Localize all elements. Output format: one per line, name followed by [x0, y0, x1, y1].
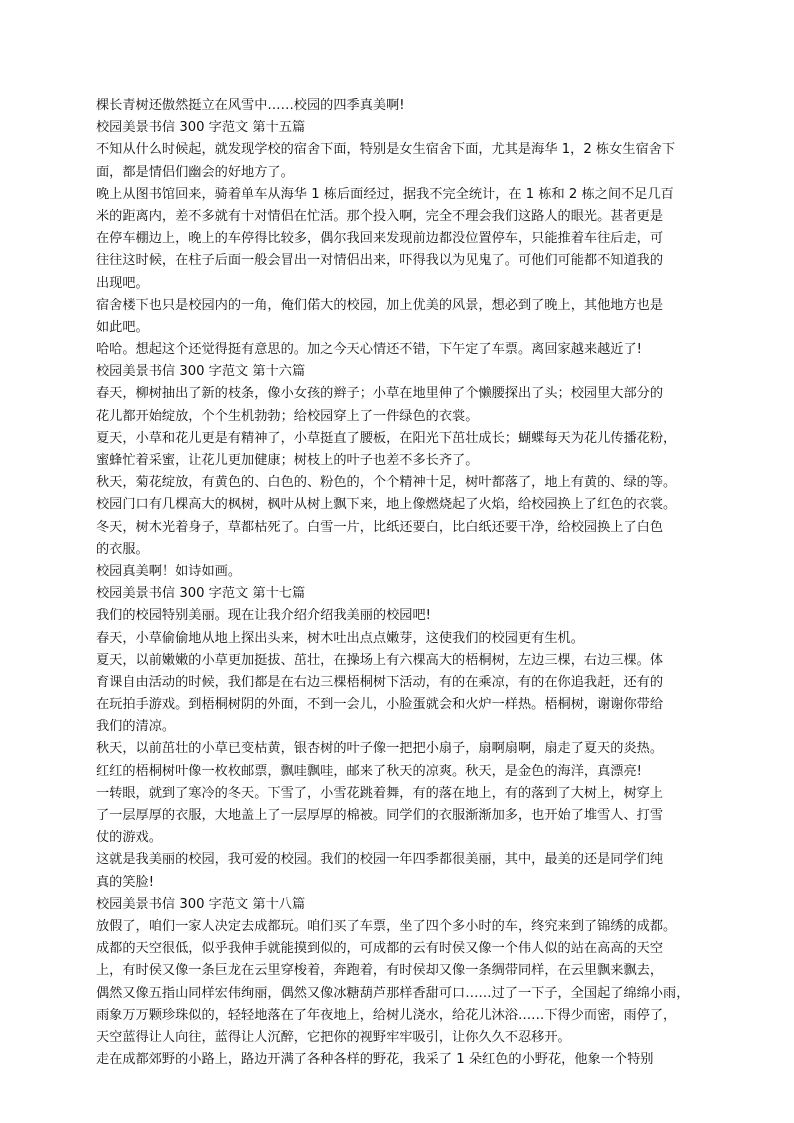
- text-line: 出现吧。: [96, 275, 149, 291]
- text-line: 哈哈。想起这个还觉得挺有意思的。加之今天心情还不错，下午定了车票。离回家越来越近了!: [96, 342, 642, 358]
- text-line: 校园门口有几棵高大的枫树，枫叶从树上飘下来，地上像燃烧起了火焰，给校园换上了红色的衣裳。: [96, 497, 677, 513]
- text-line: 校园真美啊！如诗如画。: [96, 563, 242, 579]
- section-heading-18: 校园美景书信 300 字范文 第十八篇: [96, 896, 306, 912]
- text-line: 天空蓝得让人向往，蓝得让人沉醉，它把你的视野牢牢吸引，让你久久不忍移开。: [96, 1029, 571, 1045]
- text-line: 冬天，树木光着身子，草都枯死了。白雪一片，比纸还要白，比白纸还要干净，给校园换上了白色: [96, 519, 664, 535]
- text-line: 真的笑脸!: [96, 874, 155, 890]
- text-line: 棵长青树还傲然挺立在风雪中……校园的四季真美啊!: [96, 98, 405, 113]
- text-line: 秋天，以前茁壮的小草已变枯黄，银杏树的叶子像一把把小扇子，扇啊扇啊，扇走了夏天的炎热。: [96, 741, 664, 757]
- text-line: 往往这时候，在柱子后面一般会冒出一对情侣出来，吓得我以为见鬼了。可他们可能都不知道我的: [96, 253, 664, 269]
- text-line: 夏天，以前嫩嫩的小草更加挺拔、茁壮，在操场上有六棵高大的梧桐树，左边三棵，右边三棵。体: [96, 652, 664, 668]
- text-line: 走在成都郊野的小路上，路边开满了各种各样的野花，我采了 1 朵红色的小野花，他象一个特别: [96, 1052, 654, 1068]
- document-body: [96, 95, 702, 1071]
- section-heading-17: 校园美景书信 300 字范文 第十七篇: [96, 586, 306, 602]
- text-line: 红红的梧桐树叶像一枚枚邮票，飘哇飘哇，邮来了秋天的凉爽。秋天，是金色的海洋，真漂亮!: [96, 763, 642, 779]
- text-line: 花儿都开始绽放，个个生机勃勃；给校园穿上了一件绿色的衣裳。: [96, 408, 479, 424]
- text-line: 我们的校园特别美丽。现在让我介绍介绍我美丽的校园吧!: [96, 608, 431, 624]
- text-line: 宿舍楼下也只是校园内的一角，俺们偌大的校园，加上优美的风景，想必到了晚上，其他地方也是: [96, 297, 664, 313]
- text-line: 的衣服。: [96, 541, 149, 557]
- text-line: 面，都是情侣们幽会的好地方了。: [96, 164, 294, 180]
- text-line: 偶然又像五指山同样宏伟绚丽，偶然又像冰糖葫芦那样香甜可口……过了一下子，全国起了绵绵小雨，: [96, 985, 690, 1001]
- text-line: 放假了，咱们一家人决定去成都玩。咱们买了车票，坐了四个多小时的车，终究来到了锦绣的成都。: [96, 918, 677, 934]
- section-heading-15: 校园美景书信 300 字范文 第十五篇: [96, 120, 306, 136]
- text-line: 春天，柳树抽出了新的枝条，像小女孩的辫子；小草在地里伸了个懒腰探出了头；校园里大部分的: [96, 386, 664, 402]
- text-line: 秋天，菊花绽放，有黄色的、白色的、粉色的，个个精神十足，树叶都落了，地上有黄的、绿的等。: [96, 475, 677, 491]
- text-line: 不知从什么时候起，就发现学校的宿舍下面，特别是女生宿舍下面，尤其是海华 1，2 栋女生宿舍下: [96, 142, 676, 158]
- text-line: 成都的天空很低，似乎我伸手就能摸到似的，可成都的云有时侯又像一个伟人似的站在高高的天空: [96, 941, 664, 957]
- text-line: 育课自由活动的时候，我们都是在右边三棵梧桐树下活动，有的在乘凉，有的在你追我赶，还有的: [96, 674, 664, 690]
- text-line: 了一层厚厚的衣服，大地盖上了一层厚厚的棉被。同学们的衣服渐渐加多，也开始了堆雪人、打雪: [96, 808, 664, 823]
- text-line: 夏天，小草和花儿更是有精神了，小草挺直了腰板，在阳光下茁壮成长；蝴蝶每天为花儿传播花粉，: [96, 430, 677, 446]
- text-line: 米的距离内，差不多就有十对情侣在忙活。那个投入啊，完全不理会我们这路人的眼光。甚者更是: [96, 208, 664, 224]
- text-line: 在玩拍手游戏。到梧桐树阴的外面，不到一会儿，小脸蛋就会和火炉一样热。梧桐树，谢谢你带给: [96, 697, 664, 713]
- text-line: 我们的清凉。: [96, 719, 176, 735]
- text-line: 如此吧。: [96, 319, 149, 335]
- text-line: 雨象万万颗珍珠似的，轻轻地落在了年夜地上，给树儿浇水，给花儿沐浴……下得少而密，雨停了，: [96, 1007, 677, 1023]
- text-line: 在停车棚边上，晚上的车停得比较多，偶尔我回来发现前边都没位置停车，只能推着车往后走，可: [96, 231, 664, 247]
- text-line: 上，有时侯又像一条巨龙在云里穿梭着，奔跑着，有时侯却又像一条绸带同样，在云里飘来飘去，: [96, 963, 664, 979]
- text-line: 一转眼，就到了寒冷的冬天。下雪了，小雪花跳着舞，有的落在地上，有的落到了大树上，树穿上: [96, 785, 664, 801]
- section-heading-16: 校园美景书信 300 字范文 第十六篇: [96, 364, 306, 380]
- text-line: 这就是我美丽的校园，我可爱的校园。我们的校园一年四季都很美丽，其中，最美的还是同学们纯: [96, 852, 664, 868]
- text-line: 蜜蜂忙着采蜜，让花儿更加健康；树枝上的叶子也差不多长齐了。: [96, 453, 479, 468]
- text-line: 晚上从图书馆回来，骑着单车从海华 1 栋后面经过，据我不完全统计，在 1 栋和 2 栋之间不足几百: [96, 186, 674, 202]
- text-line: 仗的游戏。: [96, 830, 162, 846]
- text-line: 春天，小草偷偷地从地上探出头来，树木吐出点点嫩芽，这使我们的校园更有生机。: [96, 630, 584, 646]
